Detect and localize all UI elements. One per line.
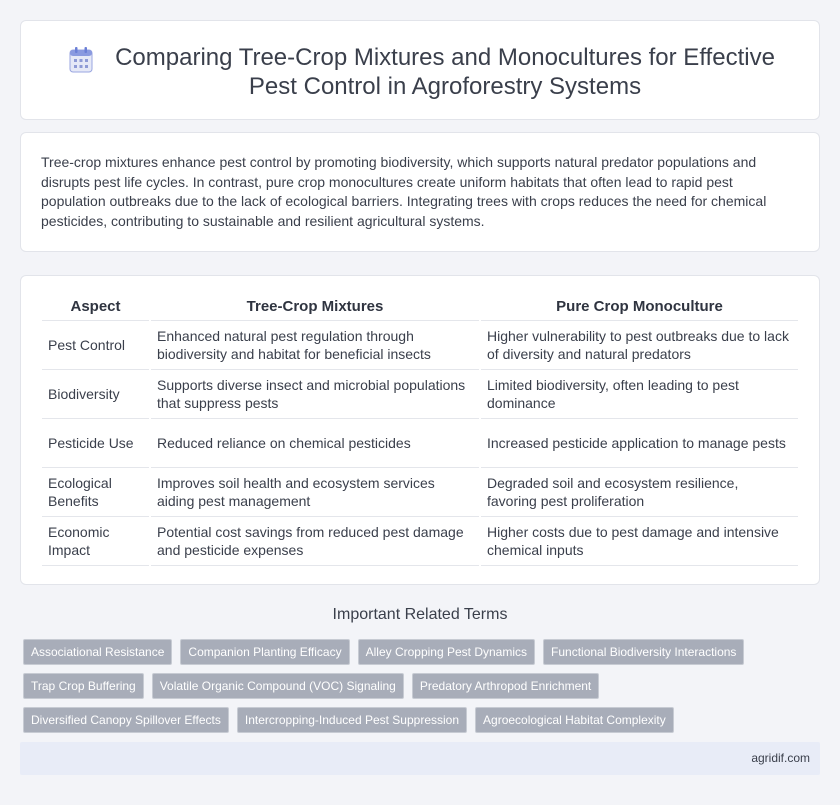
comparison-table-card: [20, 275, 820, 585]
table-row: [42, 369, 798, 418]
cell-monoculture: Degraded soil and ecosystem resilience, favoring pest proliferation: [480, 467, 798, 516]
related-terms-list: [23, 639, 813, 733]
cell-aspect: Pest Control: [42, 320, 150, 369]
cell-monoculture: Higher costs due to pest damage and intensive chemical inputs: [480, 516, 798, 565]
term-tag[interactable]: Associational Resistance: [23, 639, 172, 665]
cell-tree-crop: Improves soil health and ecosystem services aiding pest management: [150, 467, 480, 516]
summary-text: Tree-crop mixtures enhance pest control by promoting biodiversity, which supports natural predator populations and disrupts pest life cycles. In contrast, pure crop monocultures create uniform habitats that often lead to rapid pest population outbreaks due to the lack of ecological barriers. Integrating trees with crops reduces the need for chemical pesticides, contributing to sustainable and resilient agricultural systems.: [41, 154, 767, 229]
term-tag[interactable]: Diversified Canopy Spillover Effects: [23, 707, 229, 733]
cell-tree-crop: Enhanced natural pest regulation through biodiversity and habitat for beneficial insects: [150, 320, 480, 369]
footer-site-link[interactable]: agridif.com: [751, 751, 810, 765]
term-tag[interactable]: Alley Cropping Pest Dynamics: [358, 639, 535, 665]
cell-monoculture: Limited biodiversity, often leading to pest dominance: [480, 369, 798, 418]
table-header-row: [42, 294, 798, 320]
header-aspect: Aspect: [70, 298, 121, 316]
footer: [20, 742, 820, 775]
header-tree-crop-mixtures: Tree-Crop Mixtures: [150, 294, 480, 320]
cell-monoculture: Higher vulnerability to pest outbreaks due to lack of diversity and natural predators: [480, 320, 798, 369]
cell-aspect: Pesticide Use: [42, 418, 150, 467]
term-tag[interactable]: Trap Crop Buffering: [23, 673, 144, 699]
table-row: [42, 516, 798, 565]
cell-tree-crop: Reduced reliance on chemical pesticides: [150, 418, 480, 467]
header-pure-crop-monoculture: Pure Crop Monoculture: [480, 294, 798, 320]
cell-tree-crop: Supports diverse insect and microbial populations that suppress pests: [150, 369, 480, 418]
cell-aspect: Ecological Benefits: [42, 467, 150, 516]
term-tag[interactable]: Intercropping-Induced Pest Suppression: [237, 707, 467, 733]
term-tag[interactable]: Volatile Organic Compound (VOC) Signaling: [152, 673, 404, 699]
term-tag[interactable]: Predatory Arthropod Enrichment: [412, 673, 599, 699]
summary-card: [20, 132, 820, 252]
page-title: Comparing Tree-Crop Mixtures and Monocultures for Effective Pest Control in Agroforestry Systems: [115, 44, 775, 100]
table-row: [42, 467, 798, 516]
title-card: [20, 20, 820, 120]
comparison-table: [42, 294, 798, 566]
term-tag[interactable]: Agroecological Habitat Complexity: [475, 707, 674, 733]
term-tag[interactable]: Companion Planting Efficacy: [180, 639, 349, 665]
table-row: [42, 320, 798, 369]
cell-monoculture: Increased pesticide application to manage pests: [480, 418, 798, 467]
cell-aspect: Biodiversity: [42, 369, 150, 418]
cell-aspect: Economic Impact: [42, 516, 150, 565]
term-tag[interactable]: Functional Biodiversity Interactions: [543, 639, 744, 665]
table-row: [42, 418, 798, 467]
related-terms-heading: Important Related Terms: [332, 606, 508, 623]
cell-tree-crop: Potential cost savings from reduced pest damage and pesticide expenses: [150, 516, 480, 565]
